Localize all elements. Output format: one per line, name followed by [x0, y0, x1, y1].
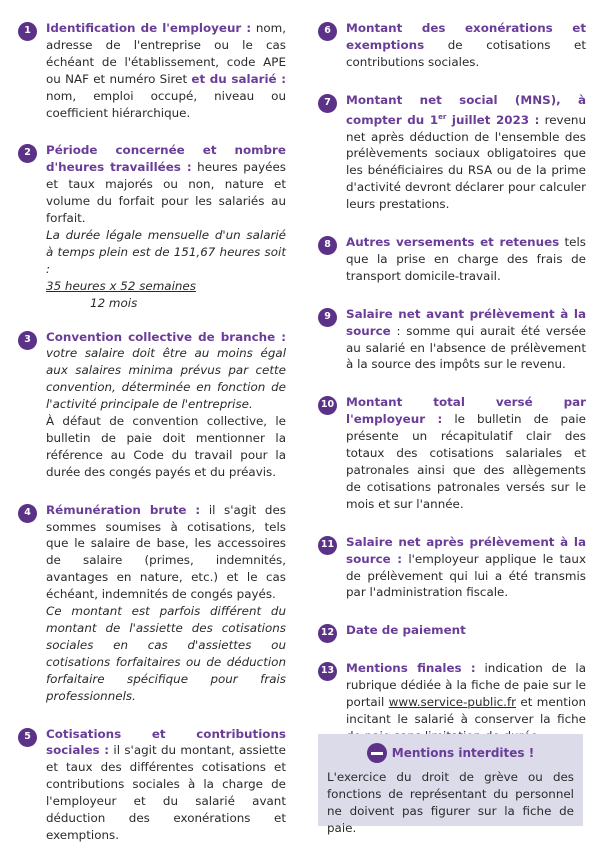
item-number-badge: 4: [18, 504, 37, 523]
item-number-badge: 9: [318, 308, 337, 327]
fraction-numerator: 35 heures x 52 semaines: [46, 278, 196, 293]
item-text: il s'agit des sommes soumises à cotisations, tels que le salaire de base, les accessoires de salaire (primes, indemnités, avantages en nature, etc.) et le cas échéant, indemnités de congés payés.: [46, 502, 286, 602]
no-entry-icon: [367, 743, 387, 763]
item-12: [318, 622, 586, 639]
item-title-cont: juillet 2023 :: [446, 112, 540, 127]
item-title: Convention collective de branche :: [46, 329, 286, 344]
item-title: Montant des exonérations et exemptions: [346, 21, 586, 52]
item-number-badge: 1: [18, 22, 37, 41]
item-title: Mentions finales :: [346, 661, 476, 676]
item-title: Rémunération brute :: [46, 502, 201, 517]
item-title: Identification de l'employeur :: [46, 21, 252, 35]
item-text: il s'agit du montant, assiette et taux des différentes cotisations et contributions sociales à la charge de l'employeur et du salarié avant déduction des exonérations et exemptions.: [46, 743, 286, 842]
item-number-badge: 5: [18, 728, 37, 747]
item-italic-note: Ce montant est parfois différent du montant de l'assiette des cotisations sociales en cas d'assiettes ou cotisations forfaitaires ou de déduction forfaitaire spécifique pour frais professionnels.: [46, 604, 286, 703]
item-text: nom, adresse de l'entreprise ou le cas échéant de l'établissement, code APE ou NAF et numéro Siret: [46, 21, 286, 86]
item-1: [18, 20, 286, 121]
item-number-badge: 7: [318, 94, 337, 113]
item-title: Salaire net avant prélèvement à la source: [346, 306, 586, 338]
item-13: [318, 660, 586, 745]
item-7: [318, 92, 586, 213]
item-8: [318, 234, 586, 285]
item-text: nom, emploi occupé, niveau ou coefficient hiérarchique.: [46, 88, 286, 120]
forbidden-mentions-notice: [318, 734, 583, 835]
item-title: Autres versements et retenues: [346, 235, 560, 250]
ordinal-superscript: er: [438, 112, 447, 121]
item-4: [18, 502, 286, 705]
item-text: : somme qui aurait été versée au salarié en l'absence de prélèvement à la source des impôts sur le revenu.: [346, 323, 586, 372]
item-6: [318, 20, 586, 71]
item-9: [318, 306, 586, 374]
item-number-badge: 6: [318, 22, 337, 41]
item-text: le bulletin de paie présente un récapitulatif clair des totaux des cotisations salariales et patronales ainsi que des allègements de cotisations patronales versés sur le mois et sur l'année.: [346, 412, 586, 511]
item-italic-note: La durée légale mensuelle d'un salarié à temps plein est de 151,67 heures soit :: [46, 227, 286, 276]
item-title: Cotisations et contributions sociales :: [46, 726, 286, 758]
item-number-badge: 13: [318, 662, 337, 681]
notice-text: L'exercice du droit de grève ou des fonctions de représentant du personnel ne doivent pas figurer sur la fiche de paie.: [327, 770, 574, 835]
item-italic-note: votre salaire doit être au moins égal aux salaires minima prévus par cette convention, déterminée en fonction de l'activité principale de l'entreprise.: [46, 346, 286, 412]
item-number-badge: 8: [318, 236, 337, 255]
notice-title: Mentions interdites !: [391, 746, 535, 760]
item-text: et mention incitant le salarié à conserver la fiche: [346, 695, 587, 726]
item-text: À défaut de convention collective, le bulletin de paie doit mentionner la référence au Code du travail pour la durée des congés payés et du préavis.: [46, 414, 286, 479]
item-3: [18, 329, 286, 481]
service-public-link[interactable]: www.service-public.fr: [388, 695, 517, 710]
item-number-badge: 11: [318, 536, 337, 555]
item-title: Période concernée et nombre d'heures travaillées :: [46, 143, 286, 175]
item-number-badge: 3: [18, 331, 37, 350]
item-5: [18, 726, 286, 844]
item-title-secondary: et du salarié :: [191, 71, 286, 86]
item-2: [18, 142, 286, 311]
item-number-badge: 2: [18, 144, 37, 163]
item-11: [318, 534, 586, 602]
hours-fraction: [46, 278, 196, 312]
item-text: heures payées et taux majorés ou non, nature et volume du forfait pour les salariés au forfait.: [46, 160, 286, 226]
item-title: Salaire net après prélèvement à la source :: [346, 534, 586, 566]
left-column: [18, 20, 286, 844]
right-column: [318, 20, 586, 745]
item-text: indication de la rubrique dédiée à la fiche de paie sur le portail: [346, 661, 587, 710]
item-text: revenu net après déduction de l'ensemble des prélèvements sociaux obligatoires que les bénéficiaires du RSA ou de la prime d'activité devront déclarer pour calculer leurs prestations.: [346, 112, 586, 212]
item-title: Montant net social (MNS), à compter du 1: [346, 92, 586, 127]
notice-header: [327, 743, 574, 763]
item-title: Montant total versé par l'employeur :: [346, 395, 586, 427]
fraction-denominator: 12 mois: [90, 295, 138, 310]
item-text: tels que la prise en charge des frais de transport domicile-travail.: [346, 235, 586, 283]
item-number-badge: 10: [318, 396, 337, 415]
item-number-badge: 12: [318, 624, 337, 643]
item-text: l'employeur applique le taux de prélèvement qui lui a été transmis par l'administration fiscale.: [346, 551, 586, 600]
item-text: de cotisations et contributions sociales.: [346, 37, 586, 69]
item-title: Date de paiement: [346, 623, 466, 638]
item-10: [318, 394, 586, 512]
